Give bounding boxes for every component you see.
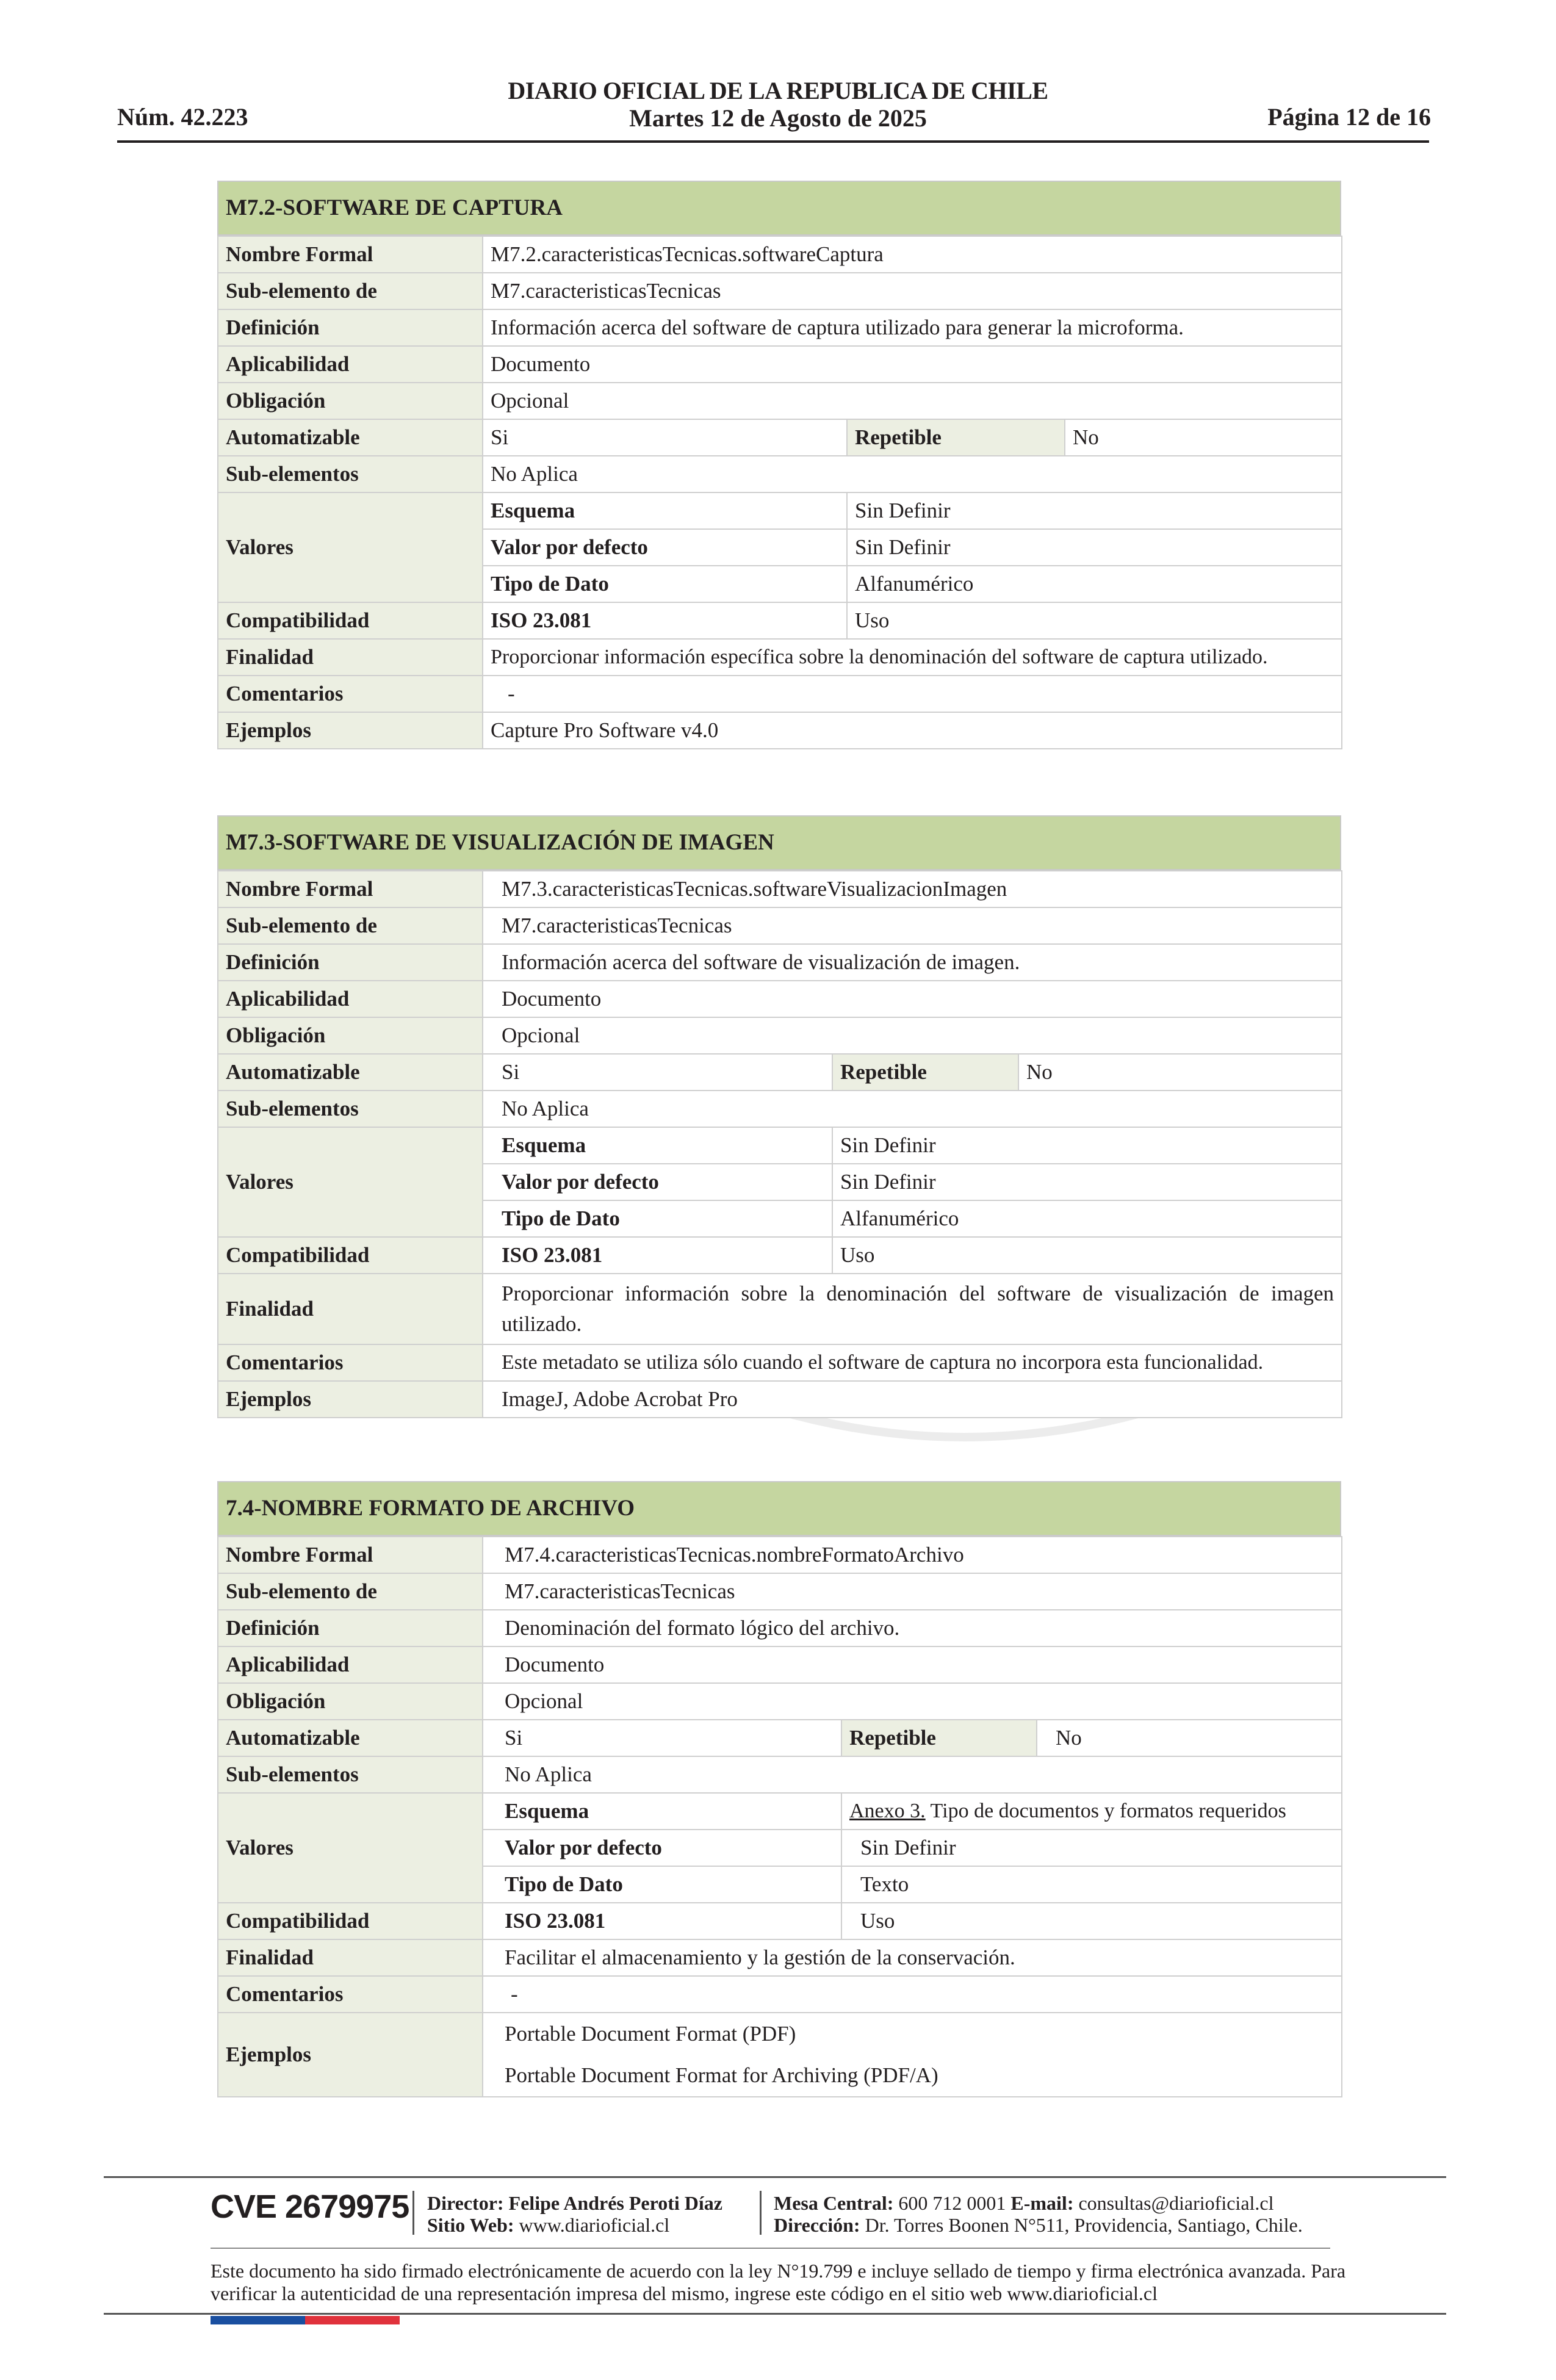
table-row xyxy=(218,1756,1342,1793)
label-tipo-de-dato: Tipo de Dato xyxy=(483,1200,832,1237)
table-row xyxy=(218,1381,1342,1418)
label-compatibilidad: Compatibilidad xyxy=(218,602,483,639)
table-row xyxy=(218,1537,1342,1573)
value-sub-elementos: No Aplica xyxy=(483,1756,1342,1793)
value-finalidad: Facilitar el almacenamiento y la gestión de la conservación. xyxy=(483,1939,1342,1976)
metadata-table xyxy=(217,870,1342,1418)
footer-mid-divider xyxy=(211,2248,1330,2249)
label-obligacion: Obligación xyxy=(218,383,483,419)
label-esquema: Esquema xyxy=(483,492,847,529)
label-comentarios: Comentarios xyxy=(218,1344,483,1381)
table-row xyxy=(218,1720,1342,1756)
label-obligacion: Obligación xyxy=(218,1017,483,1054)
cve-code: CVE 2679975 xyxy=(211,2188,409,2225)
issue-date: Martes 12 de Agosto de 2025 xyxy=(629,104,927,132)
value-automatizable: Si xyxy=(483,1054,832,1091)
table-row xyxy=(218,236,1342,273)
label-aplicabilidad: Aplicabilidad xyxy=(218,346,483,383)
value-nombre-formal: M7.4.caracteristicasTecnicas.nombreFormatoArchivo xyxy=(483,1537,1342,1573)
label-ejemplos: Ejemplos xyxy=(218,1381,483,1418)
value-sub-elemento-de: M7.caracteristicasTecnicas xyxy=(483,907,1342,944)
section-software-visualizacion xyxy=(217,815,1341,1418)
label-aplicabilidad: Aplicabilidad xyxy=(218,981,483,1017)
label-valor-por-defecto: Valor por defecto xyxy=(483,1164,832,1200)
email-label: E-mail: xyxy=(1010,2192,1074,2214)
value-valor-por-defecto: Sin Definir xyxy=(847,529,1342,566)
section-title: M7.2-SOFTWARE DE CAPTURA xyxy=(217,181,1341,236)
example-item: Portable Document Format for Archiving (PDF/A) xyxy=(505,2063,938,2087)
mesa-label: Mesa Central: xyxy=(774,2192,894,2214)
label-finalidad: Finalidad xyxy=(218,1274,483,1344)
value-tipo-de-dato: Alfanumérico xyxy=(832,1200,1342,1237)
value-comentarios: - xyxy=(483,1976,1342,2013)
value-ejemplos: Capture Pro Software v4.0 xyxy=(483,712,1342,749)
footer-separator xyxy=(760,2191,762,2235)
label-comentarios: Comentarios xyxy=(218,1976,483,2013)
section-nombre-formato-archivo xyxy=(217,1481,1341,2097)
value-nombre-formal: M7.3.caracteristicasTecnicas.softwareVisualizacionImagen xyxy=(483,871,1342,907)
value-obligacion: Opcional xyxy=(483,1017,1342,1054)
label-repetible: Repetible xyxy=(847,419,1065,456)
label-sub-elementos: Sub-elementos xyxy=(218,1756,483,1793)
value-compat-uso: Uso xyxy=(832,1237,1342,1274)
table-row xyxy=(218,639,1342,676)
value-ejemplos xyxy=(483,2013,1342,2097)
esquema-text: Tipo de documentos y formatos requeridos xyxy=(930,1800,1286,1822)
label-obligacion: Obligación xyxy=(218,1683,483,1720)
value-aplicabilidad: Documento xyxy=(483,346,1342,383)
label-ejemplos: Ejemplos xyxy=(218,712,483,749)
label-sub-elemento-de: Sub-elemento de xyxy=(218,907,483,944)
value-automatizable: Si xyxy=(483,419,847,456)
label-definicion: Definición xyxy=(218,309,483,346)
value-compat-norma: ISO 23.081 xyxy=(483,1237,832,1274)
value-esquema xyxy=(841,1793,1342,1830)
label-sub-elemento-de: Sub-elemento de xyxy=(218,273,483,309)
table-row xyxy=(218,346,1342,383)
value-aplicabilidad: Documento xyxy=(483,981,1342,1017)
value-repetible: No xyxy=(1018,1054,1342,1091)
mesa-phone: 600 712 0001 xyxy=(898,2192,1006,2214)
annex-link[interactable]: Anexo 3. xyxy=(849,1800,926,1822)
footer-director-block xyxy=(427,2192,722,2236)
value-definicion: Información acerca del software de captura utilizado para generar la microforma. xyxy=(483,309,1342,346)
label-tipo-de-dato: Tipo de Dato xyxy=(483,1866,841,1903)
label-finalidad: Finalidad xyxy=(218,639,483,676)
footer-top-divider xyxy=(104,2176,1446,2178)
label-esquema: Esquema xyxy=(483,1793,841,1830)
email-link[interactable]: consultas@diarioficial.cl xyxy=(1078,2192,1274,2214)
value-finalidad: Proporcionar información específica sobre la denominación del software de captura utilizado. xyxy=(483,639,1342,676)
label-automatizable: Automatizable xyxy=(218,1054,483,1091)
label-tipo-de-dato: Tipo de Dato xyxy=(483,566,847,602)
footer-bottom-divider xyxy=(104,2313,1446,2315)
director-name: Felipe Andrés Peroti Díaz xyxy=(508,2192,722,2214)
table-row xyxy=(218,1683,1342,1720)
section-title: M7.3-SOFTWARE DE VISUALIZACIÓN DE IMAGEN xyxy=(217,815,1341,870)
table-row xyxy=(218,1237,1342,1274)
table-row xyxy=(218,1793,1342,1830)
page-number: Página 12 de 16 xyxy=(1267,103,1431,131)
label-repetible: Repetible xyxy=(832,1054,1018,1091)
table-row xyxy=(218,383,1342,419)
label-compatibilidad: Compatibilidad xyxy=(218,1237,483,1274)
table-row xyxy=(218,1610,1342,1646)
director-label: Director: xyxy=(427,2192,504,2214)
table-row xyxy=(218,1903,1342,1939)
label-automatizable: Automatizable xyxy=(218,1720,483,1756)
value-sub-elemento-de: M7.caracteristicasTecnicas xyxy=(483,1573,1342,1610)
label-definicion: Definición xyxy=(218,1610,483,1646)
label-sub-elementos: Sub-elementos xyxy=(218,1091,483,1127)
value-comentarios: Este metadato se utiliza sólo cuando el software de captura no incorpora esta funcionalidad. xyxy=(483,1344,1342,1381)
value-obligacion: Opcional xyxy=(483,383,1342,419)
table-row xyxy=(218,456,1342,492)
metadata-table xyxy=(217,1536,1342,2097)
direccion-label: Dirección: xyxy=(774,2214,860,2236)
value-compat-norma: ISO 23.081 xyxy=(483,1903,841,1939)
value-obligacion: Opcional xyxy=(483,1683,1342,1720)
table-row xyxy=(218,2013,1342,2097)
table-row xyxy=(218,1127,1342,1164)
newspaper-title: DIARIO OFICIAL DE LA REPUBLICA DE CHILE xyxy=(508,77,1048,104)
value-automatizable: Si xyxy=(483,1720,841,1756)
table-row xyxy=(218,273,1342,309)
label-comentarios: Comentarios xyxy=(218,676,483,712)
label-esquema: Esquema xyxy=(483,1127,832,1164)
table-row xyxy=(218,1344,1342,1381)
table-row xyxy=(218,676,1342,712)
table-row xyxy=(218,309,1342,346)
section-software-captura xyxy=(217,181,1341,749)
sitio-link[interactable]: www.diarioficial.cl xyxy=(519,2214,670,2236)
label-nombre-formal: Nombre Formal xyxy=(218,1537,483,1573)
value-valor-por-defecto: Sin Definir xyxy=(832,1164,1342,1200)
table-row xyxy=(218,712,1342,749)
value-compat-uso: Uso xyxy=(841,1903,1342,1939)
table-row xyxy=(218,1274,1342,1344)
flag-stripe-red xyxy=(305,2316,400,2324)
label-aplicabilidad: Aplicabilidad xyxy=(218,1646,483,1683)
label-repetible: Repetible xyxy=(841,1720,1037,1756)
value-comentarios: - xyxy=(483,676,1342,712)
table-row xyxy=(218,1976,1342,2013)
value-tipo-de-dato: Texto xyxy=(841,1866,1342,1903)
table-row xyxy=(218,419,1342,456)
table-row xyxy=(218,907,1342,944)
value-sub-elementos: No Aplica xyxy=(483,1091,1342,1127)
value-aplicabilidad: Documento xyxy=(483,1646,1342,1683)
flag-stripe-blue xyxy=(211,2316,305,2324)
label-sub-elemento-de: Sub-elemento de xyxy=(218,1573,483,1610)
value-repetible: No xyxy=(1065,419,1342,456)
value-esquema: Sin Definir xyxy=(832,1127,1342,1164)
section-title: 7.4-NOMBRE FORMATO DE ARCHIVO xyxy=(217,1481,1341,1536)
value-valor-por-defecto: Sin Definir xyxy=(841,1830,1342,1866)
label-definicion: Definición xyxy=(218,944,483,981)
label-nombre-formal: Nombre Formal xyxy=(218,236,483,273)
issue-number: Núm. 42.223 xyxy=(117,103,248,131)
table-row xyxy=(218,1646,1342,1683)
value-esquema: Sin Definir xyxy=(847,492,1342,529)
label-compatibilidad: Compatibilidad xyxy=(218,1903,483,1939)
label-valor-por-defecto: Valor por defecto xyxy=(483,1830,841,1866)
label-valores: Valores xyxy=(218,1793,483,1903)
value-finalidad: Proporcionar información sobre la denominación del software de visualización de imagen utilizado. xyxy=(483,1274,1342,1344)
value-definicion: Información acerca del software de visualización de imagen. xyxy=(483,944,1342,981)
value-sub-elemento-de: M7.caracteristicasTecnicas xyxy=(483,273,1342,309)
label-sub-elementos: Sub-elementos xyxy=(218,456,483,492)
table-row xyxy=(218,981,1342,1017)
value-ejemplos: ImageJ, Adobe Acrobat Pro xyxy=(483,1381,1342,1418)
value-tipo-de-dato: Alfanumérico xyxy=(847,566,1342,602)
table-row xyxy=(218,1017,1342,1054)
table-row xyxy=(218,1054,1342,1091)
value-compat-norma: ISO 23.081 xyxy=(483,602,847,639)
table-row xyxy=(218,1939,1342,1976)
label-valores: Valores xyxy=(218,492,483,602)
table-row xyxy=(218,871,1342,907)
metadata-table xyxy=(217,236,1342,749)
footer-contact-block xyxy=(774,2192,1303,2236)
label-finalidad: Finalidad xyxy=(218,1939,483,1976)
example-item: Portable Document Format (PDF) xyxy=(505,2022,796,2046)
table-row xyxy=(218,602,1342,639)
footer-separator xyxy=(412,2191,414,2235)
value-sub-elementos: No Aplica xyxy=(483,456,1342,492)
label-nombre-formal: Nombre Formal xyxy=(218,871,483,907)
value-nombre-formal: M7.2.caracteristicasTecnicas.softwareCaptura xyxy=(483,236,1342,273)
table-row xyxy=(218,944,1342,981)
value-definicion: Denominación del formato lógico del archivo. xyxy=(483,1610,1342,1646)
table-row xyxy=(218,1573,1342,1610)
label-automatizable: Automatizable xyxy=(218,419,483,456)
sitio-label: Sitio Web: xyxy=(427,2214,514,2236)
value-repetible: No xyxy=(1037,1720,1342,1756)
label-valores: Valores xyxy=(218,1127,483,1237)
table-row xyxy=(218,492,1342,529)
label-valor-por-defecto: Valor por defecto xyxy=(483,529,847,566)
table-row xyxy=(218,1091,1342,1127)
legal-notice: Este documento ha sido firmado electrónicamente de acuerdo con la ley N°19.799 e incluye sellado de tiempo y firma electrónica avanzada. Para verificar la autenticidad de una representación impresa del mismo, ingrese este código en el sitio web www.diarioficial.cl xyxy=(211,2260,1346,2304)
header-divider xyxy=(117,140,1429,143)
direccion-value: Dr. Torres Boonen N°511, Providencia, Santiago, Chile. xyxy=(865,2214,1303,2236)
value-compat-uso: Uso xyxy=(847,602,1342,639)
label-ejemplos: Ejemplos xyxy=(218,2013,483,2097)
